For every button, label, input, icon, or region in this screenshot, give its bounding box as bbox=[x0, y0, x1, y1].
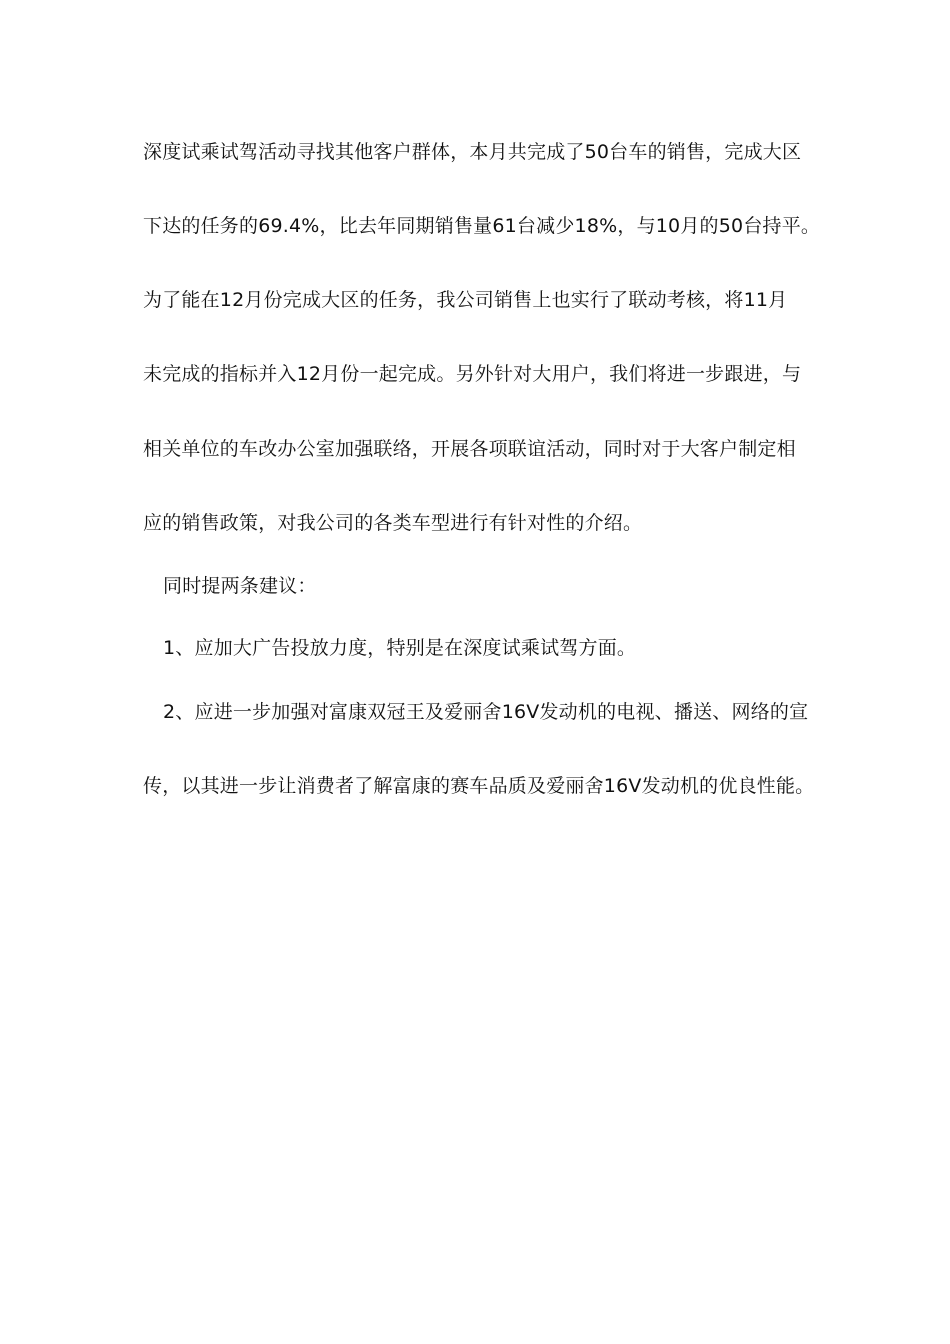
paragraph-line-5: 相关单位的车改办公室加强联络，开展各项联谊活动，同时对于大客户制定相 bbox=[143, 438, 796, 460]
suggestion-item-2-continuation: 传，以其进一步让消费者了解富康的赛车品质及爱丽舍16V发动机的优良性能。 bbox=[143, 775, 815, 797]
suggestion-item-1: 1、应加大广告投放力度，特别是在深度试乘试驾方面。 bbox=[163, 637, 637, 659]
paragraph-line-2: 下达的任务的69.4%，比去年同期销售量61台减少18%，与10月的50台持平。 bbox=[143, 215, 821, 237]
suggestion-intro: 同时提两条建议： bbox=[163, 575, 317, 597]
suggestion-item-2: 2、应进一步加强对富康双冠王及爱丽舍16V发动机的电视、播送、网络的宣 bbox=[163, 701, 809, 723]
paragraph-line-6: 应的销售政策，对我公司的各类车型进行有针对性的介绍。 bbox=[143, 512, 643, 534]
paragraph-line-3: 为了能在12月份完成大区的任务，我公司销售上也实行了联动考核，将11月 bbox=[143, 289, 788, 311]
paragraph-line-1: 深度试乘试驾活动寻找其他客户群体，本月共完成了50台车的销售，完成大区 bbox=[143, 141, 802, 163]
paragraph-line-4: 未完成的指标并入12月份一起完成。另外针对大用户，我们将进一步跟进，与 bbox=[143, 363, 802, 385]
